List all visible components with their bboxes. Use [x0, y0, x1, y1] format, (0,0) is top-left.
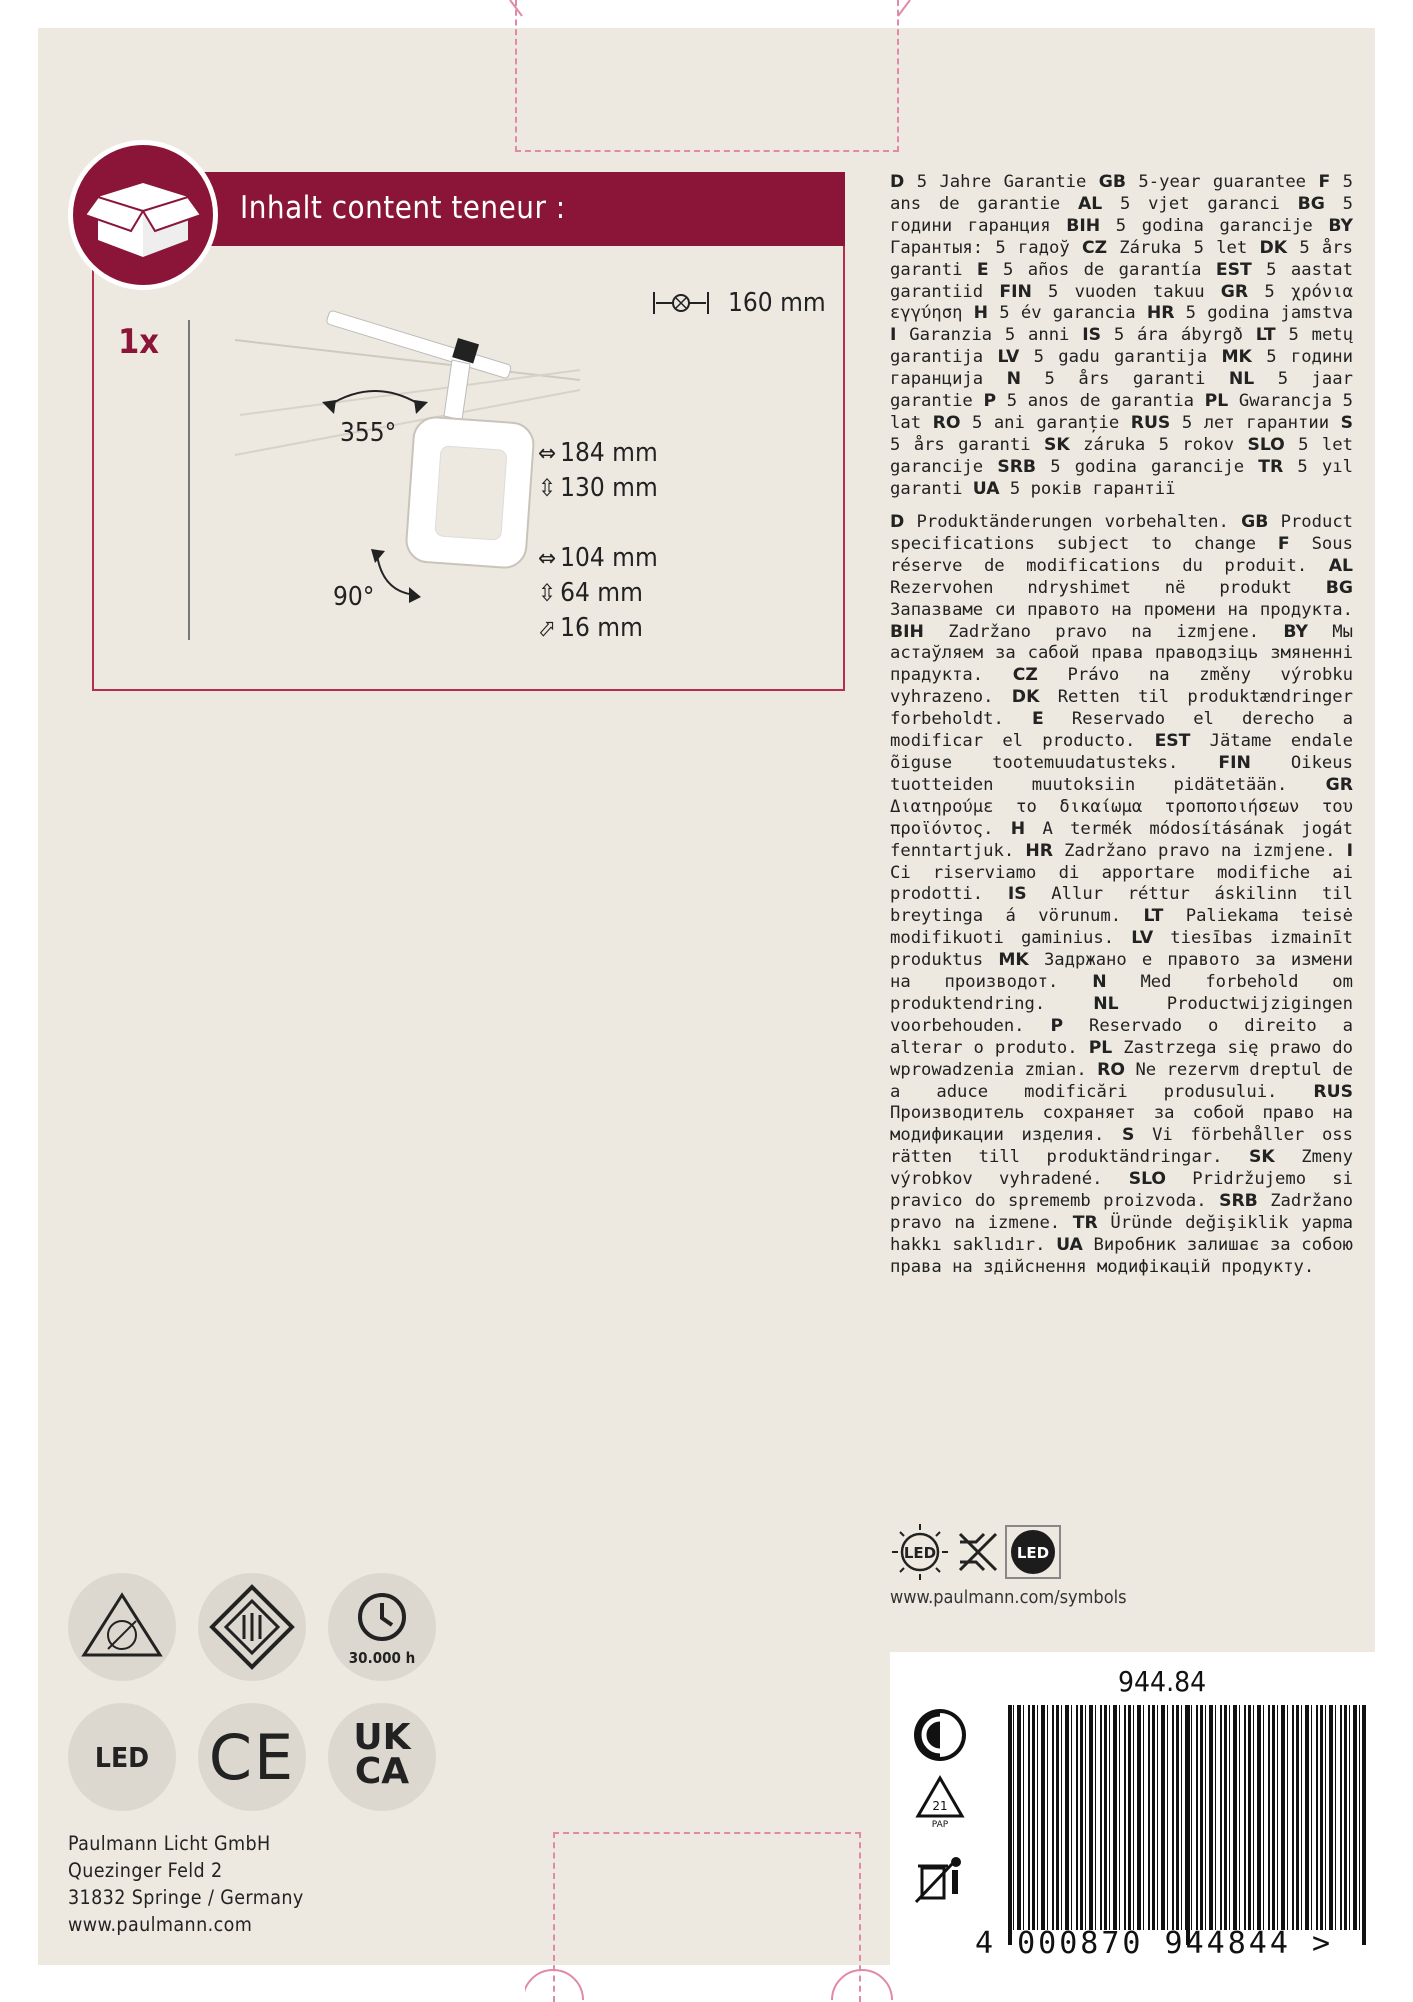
changes-text: Právo na změny výrobku vyhrazeno.	[890, 665, 1353, 708]
ukca-mark-icon	[328, 1703, 436, 1811]
guarantee-lang-code: BY	[1328, 215, 1353, 236]
company-address	[68, 1830, 304, 1938]
changes-lang-code: RO	[1097, 1059, 1125, 1080]
company-website: www.paulmann.com	[68, 1913, 253, 1936]
guarantee-lang-code: F	[1318, 172, 1331, 192]
guarantee-lang-code: I	[890, 325, 897, 346]
guarantee-text: Záruka 5 let	[1119, 237, 1248, 258]
changes-lang-code: P	[1050, 1015, 1064, 1036]
changes-text: Διατηρούμε το δικαίωμα τροποποιήσεων του προϊόντος.	[890, 796, 1353, 839]
guarantee-text: 5 anos de garantia	[1006, 391, 1194, 412]
guarantee-text: 5 metų garantija	[890, 325, 1353, 368]
changes-text: Производитель сохраняет за собой право на модификации изделия.	[890, 1103, 1353, 1146]
guarantee-lang-code: PL	[1204, 391, 1229, 412]
guarantee-text: 5-year guarantee	[1138, 172, 1307, 192]
changes-text: Zastrzega się prawo do wprowadzenia zmian.	[890, 1037, 1354, 1080]
guarantee-text: 5 ani garanție	[971, 412, 1120, 433]
guarantee-text: 5 yıl garanti	[890, 456, 1353, 499]
guarantee-text: 5 Jahre Garantie	[916, 172, 1087, 192]
led-label: LED	[94, 1741, 150, 1774]
head-length-label: 104 mm	[560, 543, 658, 573]
rotation-horizontal-label: 355°	[340, 418, 397, 448]
cut-notch-bottom	[525, 1968, 895, 2000]
barcode-guard-left	[1008, 1705, 1012, 1945]
guarantee-lang-code: HR	[1146, 303, 1175, 324]
guarantee-lang-code: LV	[997, 347, 1020, 368]
changes-lang-code: E	[1032, 709, 1044, 730]
width-arrow-icon: ⇔	[538, 544, 557, 572]
changes-text: Sous réserve de modifications du produit.	[890, 533, 1353, 576]
guarantee-lang-code: D	[890, 172, 905, 192]
guarantee-lang-code: IS	[1082, 325, 1101, 346]
guarantee-text: Garanzia 5 anni	[909, 325, 1070, 346]
changes-lang-code: UA	[1056, 1234, 1083, 1255]
changes-lang-code: IS	[1007, 884, 1027, 905]
changes-text: Pridržujemo si pravico do sprememb proizvoda.	[890, 1169, 1353, 1212]
guarantee-text: 5 godina jamstva	[1185, 303, 1353, 324]
guarantee-lang-code: P	[983, 391, 997, 412]
guarantee-lang-code: RUS	[1130, 412, 1171, 433]
guarantee-text: 5 jaar garantie	[890, 369, 1353, 412]
head-height-row	[538, 578, 643, 608]
changes-text: Vi förbehåller oss rätten till produktändringar.	[890, 1125, 1353, 1168]
led-symbols-icon	[888, 1522, 1078, 1582]
changes-lang-code: I	[1346, 840, 1353, 861]
changes-text: Rezervohen ndryshimet në produkt	[890, 577, 1292, 598]
box-icon	[68, 140, 218, 290]
guarantee-text: 5 години гаранција	[890, 347, 1353, 390]
height-arrow-icon: ⇳	[538, 474, 557, 502]
head-depth-label: 16 mm	[560, 613, 643, 643]
changes-text: Retten til produktændringer forbeholdt.	[890, 687, 1353, 730]
guarantee-lang-code: SRB	[997, 456, 1037, 477]
recycle-label: PAP	[931, 1820, 949, 1828]
quantity-label: 1x	[118, 322, 160, 362]
guarantee-text: 5 godina garancije	[1050, 456, 1245, 477]
changes-lang-code: MK	[998, 950, 1029, 971]
guarantee-lang-code: UA	[972, 478, 1000, 499]
mount-length-row	[538, 438, 658, 468]
guarantee-text: 5 років гарантії	[1009, 478, 1176, 499]
cut-notch-top	[500, 0, 920, 20]
changes-text: Zadržano pravo na izmjene.	[1064, 840, 1336, 861]
divider	[188, 320, 190, 640]
trash-bin-icon	[912, 1850, 968, 1906]
do-not-cover-icon	[68, 1573, 176, 1681]
changes-text: Product specifications subject to change	[890, 512, 1354, 554]
guarantee-text: 5 aastat garantiid	[890, 259, 1353, 302]
changes-lang-code: D	[890, 512, 905, 532]
guarantee-lang-code: H	[973, 303, 989, 324]
guarantee-text: 5 év garancia	[999, 303, 1136, 324]
changes-text: Paliekama teisė modifikuoti gaminius.	[890, 906, 1353, 949]
changes-lang-code: S	[1121, 1125, 1135, 1146]
changes-lang-code: NL	[1093, 993, 1119, 1014]
changes-lang-code: SK	[1249, 1147, 1275, 1168]
changes-lang-code: GR	[1325, 774, 1353, 795]
changes-text: Задржано е правото за измени на производот.	[890, 950, 1353, 993]
rotation-vertical-label: 90°	[333, 582, 375, 612]
ukca-line-1: UK	[353, 1717, 411, 1758]
guarantee-text	[890, 172, 1353, 501]
barcode-guard-right	[1362, 1705, 1366, 1945]
changes-lang-code: PL	[1088, 1037, 1113, 1058]
changes-text: Zmeny výrobkov vyhradené.	[890, 1147, 1353, 1190]
guarantee-lang-code: N	[1006, 369, 1022, 390]
guarantee-lang-code: E	[976, 259, 989, 280]
changes-lang-code: EST	[1154, 731, 1191, 752]
guarantee-text: 5 godina garancije	[1115, 215, 1313, 236]
changes-lang-code: H	[1010, 818, 1026, 839]
changes-lang-code: SLO	[1128, 1169, 1167, 1190]
cut-line-top	[515, 0, 899, 152]
changes-text: Reservado el derecho a modificar el producto.	[890, 709, 1354, 752]
changes-lang-code: BG	[1325, 577, 1353, 598]
changes-lang-code: F	[1277, 533, 1290, 554]
changes-lang-code: AL	[1328, 555, 1353, 576]
guarantee-lang-code: BIH	[1066, 215, 1101, 236]
article-number: 944.84	[1118, 1665, 1207, 1698]
led-symbol	[68, 1703, 176, 1811]
changes-text: Мы астаўляем за сабой права праводзіць змяненні прадукта.	[890, 621, 1353, 686]
changes-lang-code: GB	[1241, 512, 1269, 532]
guarantee-text: 5 vuoden takuu	[1048, 281, 1205, 302]
guarantee-lang-code: GR	[1220, 281, 1249, 302]
guarantee-text: 5 ára ábyrgð	[1113, 325, 1243, 346]
changes-lang-code: LV	[1131, 928, 1154, 949]
company-city: 31832 Springe / Germany	[68, 1886, 304, 1909]
changes-text: Запазваме си правото на промени на продукта.	[890, 599, 1353, 620]
guarantee-lang-code: FIN	[999, 281, 1032, 302]
changes-text: tiesības izmainīt produktus	[890, 928, 1353, 971]
guarantee-text: 5 vjet garanci	[1120, 193, 1280, 214]
changes-text: Ne rezervm dreptul de a aduce modificări produsului.	[890, 1059, 1353, 1102]
recycle-code: 21	[932, 1799, 948, 1813]
guarantee-text: 5 gadu garantija	[1033, 347, 1208, 368]
guarantee-text: Гарантыя: 5 гадоў	[890, 237, 1070, 258]
symbols-url: www.paulmann.com/symbols	[890, 1587, 1127, 1608]
changes-text: Виробник залишає за собою права на здійснення модифікацій продукту.	[890, 1234, 1353, 1277]
cable-length-icon	[652, 288, 710, 318]
guarantee-lang-code: AL	[1077, 193, 1103, 214]
contents-title: Inhalt content teneur :	[240, 190, 566, 226]
guarantee-lang-code: CZ	[1081, 237, 1108, 258]
changes-text: Zadržano pravo na izmene.	[890, 1191, 1353, 1233]
guarantee-lang-code: SLO	[1247, 434, 1285, 455]
recycle-icon	[912, 1772, 968, 1828]
guarantee-lang-code: EST	[1215, 259, 1252, 280]
guarantee-text: 5 años de garantía	[1003, 259, 1202, 280]
ean-number: 4 000870 944844 >	[975, 1926, 1334, 1961]
height-arrow-icon: ⇳	[538, 579, 557, 607]
guarantee-lang-code: SK	[1044, 434, 1070, 455]
guarantee-text: 5 χρόνια εγγύηση	[890, 281, 1353, 324]
changes-lang-code: LT	[1143, 906, 1164, 927]
company-street: Quezinger Feld 2	[68, 1859, 223, 1882]
width-arrow-icon: ⇔	[538, 439, 557, 467]
changes-text: Jätame endale õiguse tootemuudatusteks.	[890, 731, 1353, 773]
guarantee-lang-code: MK	[1221, 347, 1252, 368]
changes-text: Üründe değişiklik yapma hakkı saklıdır.	[890, 1213, 1353, 1255]
ce-mark-icon	[198, 1703, 306, 1811]
changes-text: Produktänderungen vorbehalten.	[916, 512, 1229, 532]
changes-lang-code: HR	[1025, 840, 1053, 861]
guarantee-text: 5 ans de garantie	[890, 172, 1353, 214]
led-sym-2-label: LED	[1016, 1544, 1050, 1562]
guarantee-lang-code: LT	[1255, 325, 1276, 346]
guarantee-lang-code: DK	[1259, 237, 1288, 258]
led-sym-1-label: LED	[903, 1544, 937, 1562]
guarantee-text: 5 let garancije	[890, 434, 1353, 477]
rotate-horizontal-icon	[320, 380, 430, 420]
ukca-label	[328, 1717, 436, 1792]
ce-label: CE	[208, 1721, 296, 1794]
changes-lang-code: DK	[1011, 687, 1040, 708]
lifetime-label: 30.000 h	[348, 1649, 416, 1667]
depth-arrow-icon: ⬀	[538, 614, 557, 642]
guarantee-text: Gwarancja 5 lat	[890, 391, 1353, 433]
guarantee-lang-code: RO	[932, 412, 961, 433]
changes-text: A termék módosításának jogát fenntartjuk.	[890, 818, 1353, 861]
guarantee-text: 5 års garanti	[890, 237, 1353, 280]
changes-lang-code: N	[1092, 972, 1107, 993]
changes-text: Allur réttur áskilinn til breytinga á vörunum.	[890, 884, 1353, 927]
guarantee-text: záruka 5 rokov	[1083, 434, 1235, 455]
changes-text: Ci riserviamo di apportare modifiche ai prodotti.	[890, 862, 1353, 905]
changes-lang-code: CZ	[1012, 665, 1038, 686]
guarantee-text: 5 лет гарантии	[1181, 412, 1330, 433]
changes-text: Productwijzigingen voorbehouden.	[890, 993, 1353, 1036]
guarantee-lang-code: BG	[1297, 193, 1325, 214]
changes-lang-code: BY	[1283, 621, 1308, 642]
guarantee-lang-code: S	[1340, 412, 1353, 433]
changes-lang-code: FIN	[1218, 752, 1251, 773]
head-height-label: 64 mm	[560, 578, 643, 608]
changes-lang-code: RUS	[1313, 1081, 1353, 1102]
changes-text: Med forbehold om produktendring.	[890, 972, 1353, 1014]
protection-class-icon	[198, 1573, 306, 1681]
changes-lang-code: BIH	[890, 621, 924, 642]
lifetime-icon	[328, 1573, 436, 1681]
guarantee-lang-code: NL	[1228, 369, 1255, 390]
changes-lang-code: TR	[1072, 1213, 1098, 1233]
mount-length-label: 184 mm	[560, 438, 658, 468]
product-changes-text	[890, 512, 1353, 1279]
company-name: Paulmann Licht GmbH	[68, 1832, 271, 1855]
mount-height-row	[538, 473, 658, 503]
guarantee-lang-code: GB	[1098, 172, 1126, 192]
changes-lang-code: SRB	[1219, 1191, 1258, 1212]
guarantee-text: 5 års garanti	[1044, 369, 1206, 390]
cable-length-label: 160 mm	[728, 288, 826, 318]
ukca-line-2: CA	[354, 1751, 410, 1792]
guarantee-text: 5 години гаранция	[890, 193, 1353, 236]
head-depth-row	[538, 613, 643, 643]
changes-text: Reservado o direito a alterar o produto.	[890, 1015, 1353, 1058]
changes-text: Oikeus tuotteiden muutoksiin pidätetään.	[890, 752, 1353, 795]
mount-height-label: 130 mm	[560, 473, 658, 503]
green-dot-icon	[910, 1705, 970, 1765]
changes-text: Zadržano pravo na izmjene.	[948, 621, 1260, 642]
guarantee-lang-code: TR	[1258, 456, 1284, 477]
guarantee-text: 5 års garanti	[890, 434, 1031, 455]
barcode-guard-center	[1186, 1705, 1190, 1945]
head-length-row	[538, 543, 658, 573]
